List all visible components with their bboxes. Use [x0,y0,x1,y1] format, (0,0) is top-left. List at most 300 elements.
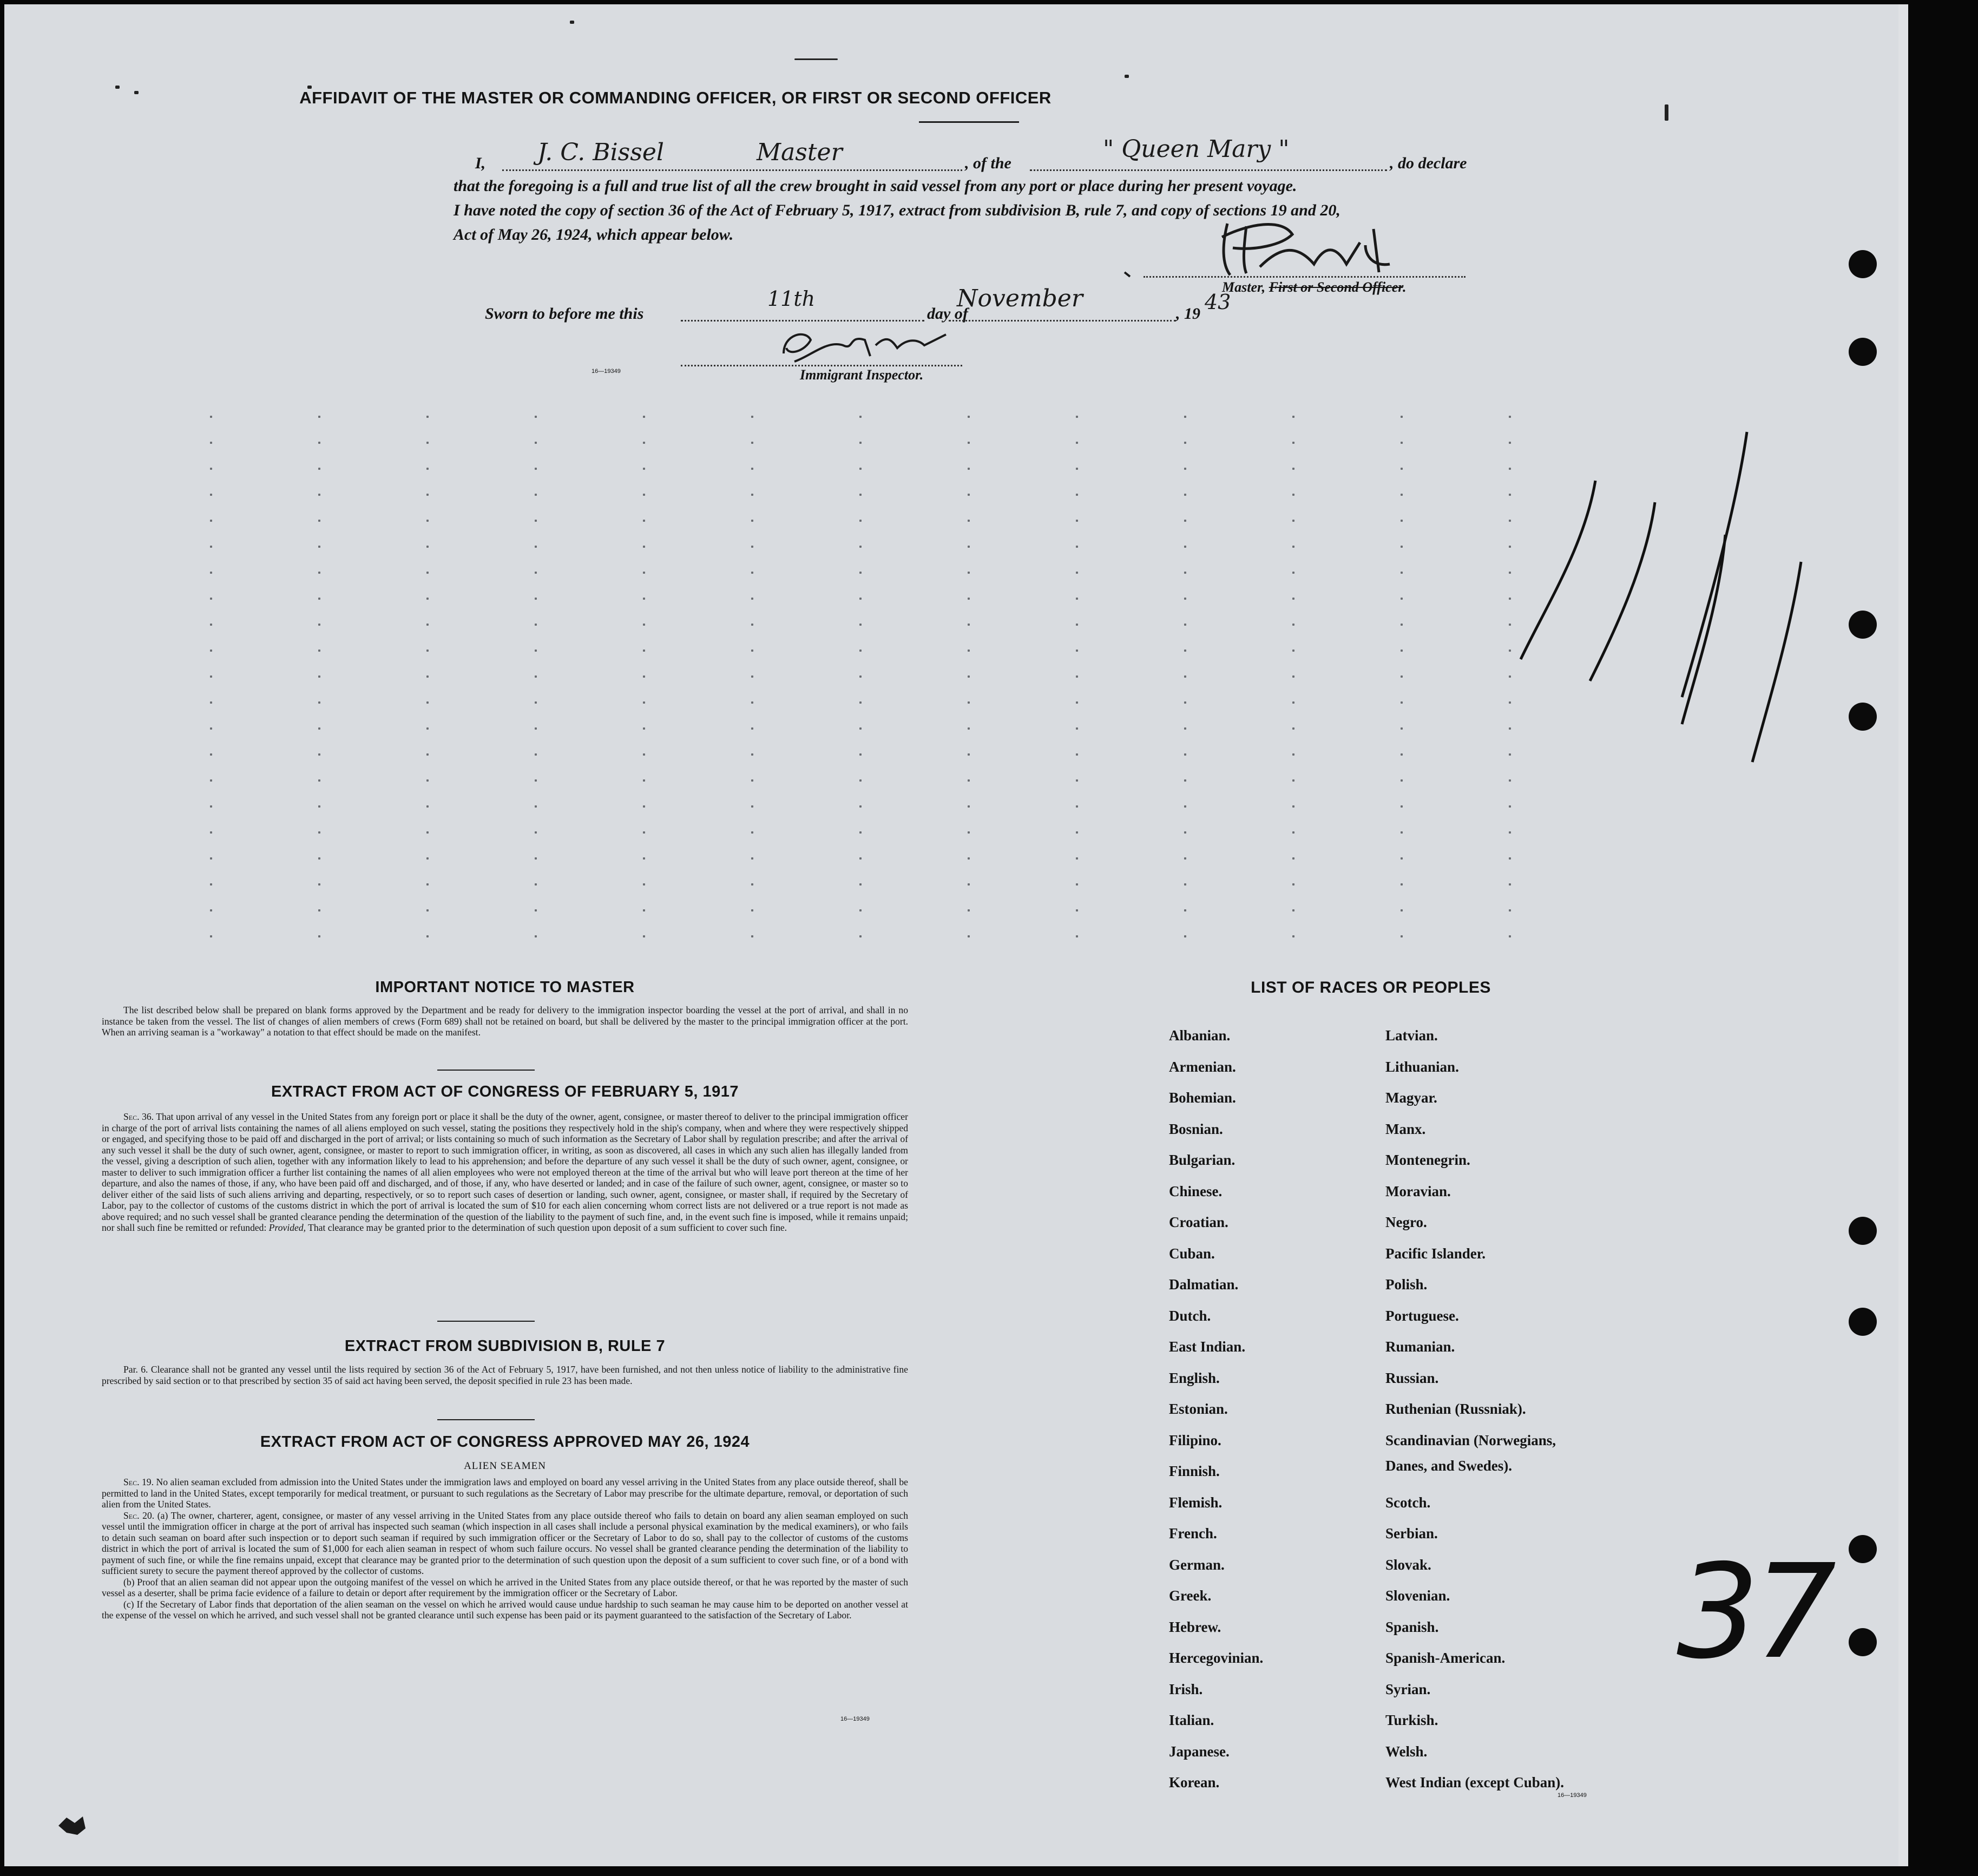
grid-dot [859,857,862,860]
grid-dot [859,909,862,911]
caption-master: Master, [1222,279,1269,295]
grid-dot [751,494,753,496]
grid-dot [643,650,645,652]
race-item: Chinese. [1169,1183,1223,1199]
grid-dot [643,572,645,574]
grid-dot [1401,442,1403,444]
grid-dot [751,883,753,885]
race-item: Latvian. [1385,1027,1438,1044]
grid-dot [1509,831,1511,834]
race-item: Bulgarian. [1169,1152,1236,1168]
grid-dot [535,624,537,626]
grid-dot [1401,753,1403,756]
grid-dot [1076,416,1078,418]
grid-dot [1184,650,1186,652]
race-item: East Indian. [1169,1339,1246,1355]
grid-dot [859,494,862,496]
grid-dot [643,883,645,885]
grid-dot [426,650,429,652]
race-item: Moravian. [1385,1183,1451,1199]
race-item: Pacific Islander. [1385,1245,1486,1262]
grid-dot [1401,831,1403,834]
grid-dot [968,494,970,496]
grid-dot [318,494,320,496]
grid-dot [1184,468,1186,470]
grid-dot [318,442,320,444]
grid-dot [1401,935,1403,937]
grid-dot [859,727,862,730]
grid-dot [751,624,753,626]
punch-hole [1849,250,1877,278]
sec-36-text: That upon arrival of any vessel in the United States from any foreign port or place it shall be the duty of the owner, agent, consignee, or master thereof to deliver to the principal immigration officer in charge of the port of arrival lists containing the names of all aliens employed on such vessel, stating the positions they respectively hold in the ship's company, when and where they were respectively shipped or engaged, and specifying those to be paid off and discharged in the port of arrival; or lists containing so much of such information as the Secretary of Labor shall by regulation prescribe; and after the arrival of any such vessel it shall be the duty of such owner, agent, consignee, or master to report to such immigration officer, in writing, as soon as discovered, all cases in which any such alien has illegally landed from the vessel, giving a description of such alien, together with any information likely to lead to his apprehension; and before the departure of any such vessel it shall be the duty of such owner, agent, consignee, or master to deliver to such immigration officer a further list containing the names of all alien employees who were not employed thereon at the time of the arrival but who will leave port thereon at the time of her departure, and also the names of those, if any, who have been paid off and discharged, and of those, if any, who have deserted or landed; and in case of the failure of such owner, agent, consignee, or master so to deliver either of the said lists of such aliens arriving and departing, respectively, or so to report such cases of desertion or landing, such owner, agent, consignee, or master shall, if required by the Secretary of Labor, pay to the collector of customs of the customs district in which the port of arrival is located the sum of $10 for each alien concerning whom correct lists are not delivered or a true report is not made as above required; and no such vessel shall be granted clearance pending the determination of the question of the liability to the payment of such fine, and, in the event such fine is imposed, while it remains unpaid; nor shall such fine be remitted or refunded: [102,1111,908,1233]
grid-dot [210,650,212,652]
race-item: Spanish. [1385,1618,1439,1635]
grid-dot [1076,727,1078,730]
race-item: Greek. [1169,1588,1212,1604]
stray-mark [1665,104,1668,121]
grid-dot [1184,779,1186,782]
punch-hole [1849,1535,1877,1563]
grid-dot [426,598,429,600]
punch-hole [1849,1308,1877,1336]
grid-dot [1184,675,1186,678]
grid-dot [643,727,645,730]
grid-dot [318,883,320,885]
grid-dot [643,753,645,756]
notice-title: IMPORTANT NOTICE TO MASTER [375,979,635,996]
grid-dot [859,701,862,704]
grid-dot [968,598,970,600]
form-number-bottom-right: 16—19349 [1558,1792,1587,1799]
grid-dot [1292,857,1294,860]
grid-dot [318,935,320,937]
race-item: Polish. [1385,1276,1428,1293]
grid-dot [1076,857,1078,860]
race-item: Armenian. [1169,1058,1236,1075]
grid-dot [1076,598,1078,600]
master-signature [1119,213,1433,278]
provided-label: Provided, [268,1222,306,1233]
grid-dot [751,572,753,574]
grid-dot [1184,546,1186,548]
inspector-caption: Immigrant Inspector. [800,367,924,383]
grid-dot [859,805,862,808]
grid-dot [968,727,970,730]
grid-dot [426,883,429,885]
grid-dot [318,779,320,782]
grid-dot [859,468,862,470]
affidavit-title: AFFIDAVIT OF THE MASTER OR COMMANDING OFFICER, OR FIRST OR SECOND OFFICER [299,88,1052,107]
grid-dot [859,831,862,834]
grid-dot [643,442,645,444]
grid-dot [968,805,970,808]
grid-dot [1076,753,1078,756]
declaration-i: I, [475,154,486,172]
grid-dot [210,727,212,730]
race-item: Slovak. [1385,1556,1431,1573]
grid-dot [968,779,970,782]
day-line [681,320,924,322]
race-item: Manx. [1385,1120,1426,1137]
grid-dot [318,520,320,522]
grid-dot [426,779,429,782]
grid-dot [643,546,645,548]
grid-dot [210,831,212,834]
grid-dot [859,572,862,574]
subdivision-b-body [102,1364,908,1386]
grid-dot [1401,494,1403,496]
grid-dot [968,624,970,626]
grid-dot [535,831,537,834]
grid-dot [210,753,212,756]
race-item: Russian. [1385,1369,1439,1386]
grid-dot [210,883,212,885]
grid-dot [1292,598,1294,600]
handwritten-vessel: " Queen Mary " [1103,135,1290,163]
grid-dot [968,442,970,444]
grid-dot [968,650,970,652]
sworn-text: Sworn to before me this [485,305,644,323]
grid-dot [535,909,537,911]
punch-hole [1849,611,1877,639]
grid-dot [1184,624,1186,626]
grid-dot [210,520,212,522]
punch-hole [1849,338,1877,366]
grid-dot [1292,416,1294,418]
grid-dot [535,442,537,444]
race-item: Turkish. [1385,1712,1438,1728]
grid-dot [1184,416,1186,418]
race-item: Dalmatian. [1169,1276,1239,1293]
caption-struck: First or Second Officer [1269,279,1403,295]
grid-dot [426,520,429,522]
sec-20-label: Sec. 20. [123,1510,155,1521]
grid-dot [1076,831,1078,834]
sec-36-end: That clearance may be granted prior to the determination of such question upon deposit of a sum sufficient to cover such fine. [308,1222,787,1233]
grid-dot [210,598,212,600]
grid-dot [643,494,645,496]
signature-caption [1222,279,1406,296]
race-item: Filipino. [1169,1432,1221,1448]
grid-dot [968,701,970,704]
races-title: LIST OF RACES OR PEOPLES [1251,979,1491,996]
grid-dot [535,572,537,574]
grid-dot [643,675,645,678]
grid-dot [1184,883,1186,885]
grid-dot [1292,909,1294,911]
grid-dot [1184,805,1186,808]
grid-dot [1401,701,1403,704]
grid-dot [968,857,970,860]
grid-dot [426,701,429,704]
grid-dot [968,883,970,885]
grid-dot [210,805,212,808]
race-item: Scotch. [1385,1494,1431,1511]
grid-dot [1184,935,1186,937]
grid-dot [1184,520,1186,522]
race-item: German. [1169,1556,1225,1573]
grid-dot [1184,442,1186,444]
grid-dot [1184,831,1186,834]
grid-dot [968,909,970,911]
grid-dot [1401,727,1403,730]
grid-dot [643,598,645,600]
grid-dot [643,831,645,834]
stray-mark [570,21,574,24]
grid-dot [643,805,645,808]
grid-dot [426,624,429,626]
race-item: Syrian. [1385,1681,1431,1697]
race-item: Negro. [1385,1214,1427,1230]
grid-dot [968,416,970,418]
grid-dot [426,753,429,756]
grid-dot [426,572,429,574]
grid-dot [859,779,862,782]
declaration-line-4: Act of May 26, 1924, which appear below. [454,226,734,244]
inspector-signature [773,324,957,367]
grid-dot [1076,909,1078,911]
grid-dot [643,935,645,937]
declaration-line-3: I have noted the copy of section 36 of the Act of February 5, 1917, extract from subdivision B, rule 7, and copy of sections 19 and 20, [454,201,1340,219]
grid-dot [535,857,537,860]
vessel-line [1030,169,1387,171]
grid-dot [751,468,753,470]
grid-dot [210,494,212,496]
par-6-text: Par. 6. Clearance shall not be granted any vessel until the lists required by section 36 of the Act of February 5, 1917, have been furnished, and not then unless notice of liability to the administrative fine prescribed by said section or to that prescribed by section 35 of said act having been served, the deposit specified in rule 23 has been made. [102,1364,908,1386]
grid-dot [751,546,753,548]
grid-dot [1292,935,1294,937]
grid-dot [1076,468,1078,470]
day-of-text: day of [927,305,968,323]
grid-dot [751,650,753,652]
grid-dot [968,520,970,522]
race-item: Portuguese. [1385,1307,1459,1324]
grid-dot [426,442,429,444]
handwritten-day: 11th [767,287,816,311]
stray-mark [1125,75,1129,78]
grid-dot [643,416,645,418]
grid-dot [1292,442,1294,444]
grid-dot [318,675,320,678]
race-item: Hebrew. [1169,1618,1221,1635]
race-item: West Indian (except Cuban). [1385,1774,1565,1790]
grid-dot [1401,675,1403,678]
grid-dot [535,520,537,522]
grid-dot [1509,857,1511,860]
punch-hole [1849,703,1877,731]
grid-dot [1076,701,1078,704]
grid-dot [1401,909,1403,911]
race-item: Japanese. [1169,1743,1230,1760]
grid-dot [535,727,537,730]
grid-dot [1292,650,1294,652]
extract-1917-body [102,1111,908,1234]
grid-dot [751,520,753,522]
punch-hole [1849,1628,1877,1656]
divider [437,1070,535,1071]
grid-dot [1076,572,1078,574]
month-line [949,320,1176,322]
grid-dot [426,494,429,496]
grid-dot [1401,468,1403,470]
grid-dot [426,857,429,860]
grid-dot [426,935,429,937]
form-number-top: 16—19349 [592,368,621,375]
grid-dot [1292,468,1294,470]
race-item: Hercegovinian. [1169,1650,1264,1666]
grid-dot [318,416,320,418]
grid-dot [1401,572,1403,574]
grid-dot [318,727,320,730]
grid-dot [1401,883,1403,885]
grid-dot [643,520,645,522]
grid-dot [1401,650,1403,652]
year-prefix: , 19 [1176,305,1200,323]
grid-dot [210,572,212,574]
grid-dot [426,675,429,678]
grid-dot [751,857,753,860]
grid-dot [318,857,320,860]
grid-dot [1184,857,1186,860]
extract-1924-title: EXTRACT FROM ACT OF CONGRESS APPROVED MAY 26, 1924 [260,1433,750,1451]
grid-dot [426,909,429,911]
grid-dot [1076,442,1078,444]
grid-dot [318,572,320,574]
race-item: Dutch. [1169,1307,1211,1324]
extract-1924-body [102,1477,908,1621]
grid-dot [535,650,537,652]
grid-dot [1292,572,1294,574]
sec-20c-text: (c) If the Secretary of Labor finds that deportation of the alien seaman on the vessel on which he arrived would cause undue hardship to such seaman he may cause him to be deported on another vessel at the expense of the vessel on which he arrived, and such vessel shall not be granted clearance until such expense has been paid or its payment guaranteed to the satisfaction of the Secretary of Labor. [102,1598,908,1621]
grid-dot [1076,546,1078,548]
grid-dot [318,909,320,911]
grid-dot [1292,701,1294,704]
grid-dot [1401,779,1403,782]
grid-dot [318,624,320,626]
race-item: Spanish-American. [1385,1650,1506,1666]
grid-dot [643,624,645,626]
race-item: Estonian. [1169,1401,1228,1417]
grid-dot [318,831,320,834]
race-item: Bosnian. [1169,1120,1223,1137]
grid-dot [210,546,212,548]
grid-dot [1509,883,1511,885]
race-item: Montenegrin. [1385,1152,1470,1168]
punch-hole [1849,1217,1877,1245]
race-item: Ruthenian (Russniak). [1385,1401,1526,1417]
grid-dot [968,675,970,678]
grid-dot [535,546,537,548]
grid-dot [1076,520,1078,522]
declaration-do-declare: , do declare [1390,154,1467,172]
sec-20a-text: (a) The owner, charterer, agent, consignee, or master of any vessel arriving in the United States from any place outside thereof who fails to detain on board any alien seaman employed on such vessel until the immigration officer in charge at the port of arrival has inspected such seaman (which inspection in all cases shall include a personal physical examination by the medical examiners), or who fails to detain such seaman on board after such inspection or to deport such seaman if required by such immigration officer or the Secretary of Labor to do so, shall pay to the collector of customs of the customs district in which the port of arrival is located the sum of $1,000 for each alien seaman in respect of whom such failure occurs. No vessel shall be granted clearance pending the determination of the liability to payment of such fine, or while the fine remains unpaid, except that clearance may be granted prior to the determination of such question upon the deposit of a sum sufficient to cover such fine, or of a bond with sufficient surety to secure the payment thereof approved by the collector of customs. [102,1510,908,1576]
grid-dot [426,546,429,548]
race-item: Flemish. [1169,1494,1223,1511]
grid-dot [751,909,753,911]
grid-dot [1292,779,1294,782]
grid-dot [859,546,862,548]
race-item: Finnish. [1169,1463,1220,1479]
race-item: Korean. [1169,1774,1220,1790]
grid-dot [1401,520,1403,522]
grid-dot [1184,727,1186,730]
handwritten-year: 43 [1205,290,1231,314]
grid-dot [1076,805,1078,808]
grid-dot [1292,675,1294,678]
handwritten-month: November [957,285,1083,312]
grid-dot [1076,650,1078,652]
race-item: French. [1169,1525,1217,1542]
grid-dot [859,935,862,937]
grid-dot [1401,598,1403,600]
grid-dot [210,624,212,626]
grid-dot [210,468,212,470]
grid-dot [751,416,753,418]
grid-dot [1292,753,1294,756]
grid-dot [1292,831,1294,834]
grid-dot [643,909,645,911]
grid-dot [535,598,537,600]
grid-dot [1292,883,1294,885]
grid-dot [1076,624,1078,626]
grid-dot [1292,520,1294,522]
grid-dot [535,779,537,782]
grid-dot [751,831,753,834]
grid-dot [318,701,320,704]
grid-dot [535,416,537,418]
grid-dot [859,520,862,522]
inspector-line [681,365,962,366]
grid-dot [751,701,753,704]
grid-dot [535,753,537,756]
grid-dot [1292,494,1294,496]
race-item: Croatian. [1169,1214,1228,1230]
grid-dot [535,701,537,704]
race-item: Albanian. [1169,1027,1231,1044]
race-item: Scandinavian (Norwegians, [1385,1432,1556,1448]
grid-dot [1292,546,1294,548]
grid-dot [751,675,753,678]
handwritten-name: J. C. Bissel [537,139,664,166]
handwritten-page-number: 37 [1677,1536,1831,1688]
declaration-line-2: that the foregoing is a full and true list of all the crew brought in said vessel from any port or place during her present voyage. [454,177,1297,195]
grid-dot [1076,675,1078,678]
grid-dot [1401,805,1403,808]
grid-dot [535,805,537,808]
grid-dot [751,727,753,730]
grid-dot [210,779,212,782]
handwritten-rank: Master [757,139,843,166]
grid-dot [535,883,537,885]
grid-dot [210,857,212,860]
grid-dot [318,546,320,548]
grid-dot [210,416,212,418]
sec-19-text: No alien seaman excluded from admission into the United States under the immigration laws and employed on board any vessel arriving in the United States from any place outside thereof, shall be permitted to land in the United States, except temporarily for medical treatment, or pursuant to such regulations as the Secretary of Labor may prescribe for the ultimate departure, removal, or deportation of such alien from the United States. [102,1477,908,1510]
divider [437,1419,535,1420]
race-item: Italian. [1169,1712,1214,1728]
notice-body [102,1005,908,1038]
race-item: English. [1169,1369,1220,1386]
grid-dot [643,468,645,470]
grid-dot [535,935,537,937]
grid-dot [426,727,429,730]
grid-dot [210,701,212,704]
stray-mark [794,58,838,60]
grid-dot [1184,909,1186,911]
grid-dot [1184,598,1186,600]
grid-dot [859,416,862,418]
race-item: Danes, and Swedes). [1385,1458,1513,1474]
